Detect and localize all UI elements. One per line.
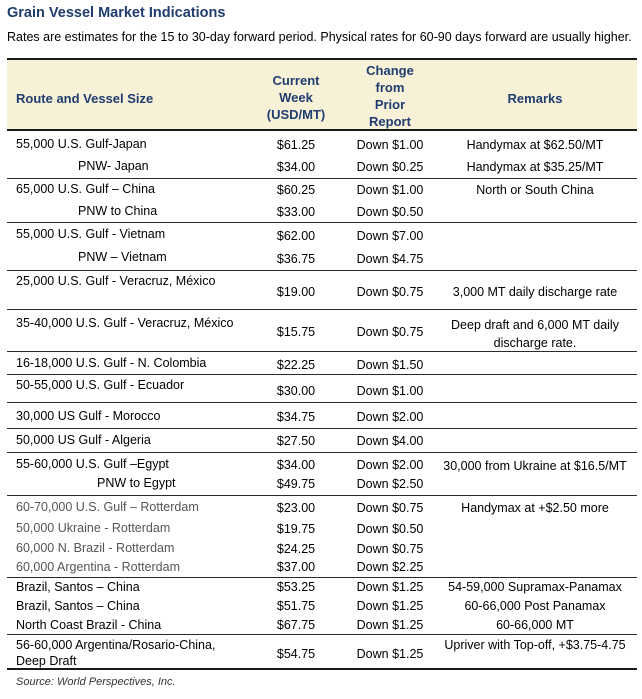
route-cell: PNW to China xyxy=(78,204,158,218)
current-rate: $67.75 xyxy=(276,618,316,632)
current-rate: $37.00 xyxy=(276,560,316,574)
rate-change: Down $1.00 xyxy=(356,384,424,398)
current-rate: $62.00 xyxy=(276,229,316,243)
current-rate: $22.25 xyxy=(276,358,316,372)
header-route: Route and Vessel Size xyxy=(16,91,154,106)
current-rate: $34.00 xyxy=(276,458,316,472)
route-cell: 55,000 U.S. Gulf - Vietnam xyxy=(16,227,166,241)
current-rate: $60.25 xyxy=(276,183,316,197)
current-rate: $51.75 xyxy=(276,599,316,613)
current-rate: $49.75 xyxy=(276,477,316,491)
route-cell: 50-55,000 U.S. Gulf - Ecuador xyxy=(16,378,185,392)
route-cell: 16-18,000 U.S. Gulf - N. Colombia xyxy=(16,356,207,370)
route-cell: 55,000 U.S. Gulf-Japan xyxy=(16,137,147,151)
rate-change: Down $0.50 xyxy=(356,522,424,536)
route-cell: 50,000 US Gulf - Algeria xyxy=(16,433,151,447)
source-note: Source: World Perspectives, Inc. xyxy=(16,676,176,688)
current-rate: $24.25 xyxy=(276,542,316,556)
remarks-cell: North or South China xyxy=(476,183,594,197)
route-cell: North Coast Brazil - China xyxy=(16,618,162,632)
rate-change: Down $4.75 xyxy=(356,252,424,266)
header-change-line1: Change xyxy=(366,63,414,78)
row-divider xyxy=(7,428,637,429)
route-cell: PNW – Vietnam xyxy=(78,250,167,264)
remarks-cell: Upriver with Top-off, +$3.75-4.75 xyxy=(444,638,626,652)
row-divider xyxy=(7,495,637,496)
header-change-line4: Report xyxy=(369,114,411,129)
route-cell: 50,000 Ukraine - Rotterdam xyxy=(16,521,171,535)
route-cell: 25,000 U.S. Gulf - Veracruz, México xyxy=(16,274,216,288)
current-rate: $23.00 xyxy=(276,501,316,515)
current-rate: $36.75 xyxy=(276,252,316,266)
route-cell: 56-60,000 Argentina/Rosario-China, Deep Draft xyxy=(16,638,216,668)
rate-change: Down $1.25 xyxy=(356,580,424,594)
remarks-cell: 60-66,000 Post Panamax xyxy=(464,599,606,613)
header-current xyxy=(261,72,331,123)
header-change-line2: from xyxy=(375,80,405,95)
header-remarks: Remarks xyxy=(507,91,563,106)
current-rate: $34.75 xyxy=(276,410,316,424)
remarks-cell: 3,000 MT daily discharge rate xyxy=(452,285,618,299)
row-divider xyxy=(7,309,637,310)
row-divider xyxy=(7,402,637,403)
row-divider xyxy=(7,178,637,179)
current-rate: $61.25 xyxy=(276,138,316,152)
rate-change: Down $0.75 xyxy=(356,501,424,515)
current-rate: $27.50 xyxy=(276,434,316,448)
current-rate: $34.00 xyxy=(276,160,316,174)
rate-change: Down $1.25 xyxy=(356,599,424,613)
current-rate: $30.00 xyxy=(276,384,316,398)
header-change-line3: Prior xyxy=(374,97,406,112)
row-divider xyxy=(7,452,637,453)
rate-change: Down $1.00 xyxy=(356,183,424,197)
current-rate: $54.75 xyxy=(276,647,316,661)
row-divider xyxy=(7,270,637,271)
remarks-cell: Handymax at +$2.50 more xyxy=(461,501,609,515)
rate-change: Down $0.75 xyxy=(356,325,424,339)
rate-change: Down $7.00 xyxy=(356,229,424,243)
rate-change: Down $2.25 xyxy=(356,560,424,574)
header-current-line2: Week xyxy=(279,90,313,105)
rate-change: Down $1.25 xyxy=(356,618,424,632)
table-header xyxy=(7,58,637,131)
row-divider xyxy=(7,222,637,223)
report-title: Grain Vessel Market Indications xyxy=(7,5,226,21)
rate-change: Down $0.25 xyxy=(356,160,424,174)
rate-change: Down $1.00 xyxy=(356,138,424,152)
rate-change: Down $4.00 xyxy=(356,434,424,448)
current-rate: $19.75 xyxy=(276,522,316,536)
route-cell: PNW to Egypt xyxy=(97,476,176,490)
rate-change: Down $2.00 xyxy=(356,410,424,424)
remarks-cell: Handymax at $35.25/MT xyxy=(466,160,604,174)
route-cell: 60-70,000 U.S. Gulf – Rotterdam xyxy=(16,500,199,514)
route-cell: Brazil, Santos – China xyxy=(16,599,140,613)
rate-change: Down $1.25 xyxy=(356,647,424,661)
current-rate: $15.75 xyxy=(276,325,316,339)
report-subtitle: Rates are estimates for the 15 to 30-day forward period. Physical rates for 60-90 days forward are usually higher. xyxy=(7,30,632,44)
current-rate: $53.25 xyxy=(276,580,316,594)
remarks-cell: 60-66,000 MT xyxy=(496,618,574,632)
row-divider xyxy=(7,577,637,578)
header-current-line3: (USD/MT) xyxy=(266,107,326,122)
header-current-line1: Current xyxy=(272,73,320,88)
route-cell: 30,000 US Gulf - Morocco xyxy=(16,409,161,423)
row-divider xyxy=(7,634,637,635)
route-cell: 55-60,000 U.S. Gulf –Egypt xyxy=(16,457,169,471)
route-cell: Brazil, Santos – China xyxy=(16,580,140,594)
row-divider xyxy=(7,351,637,352)
table-bottom-border xyxy=(7,668,637,670)
rate-change: Down $0.75 xyxy=(356,285,424,299)
rate-change: Down $2.00 xyxy=(356,458,424,472)
rate-change: Down $2.50 xyxy=(356,477,424,491)
remarks-cell: 30,000 from Ukraine at $16.5/MT xyxy=(443,459,627,473)
row-divider xyxy=(7,374,637,375)
header-change xyxy=(340,62,440,130)
rate-change: Down $0.50 xyxy=(356,205,424,219)
remarks-cell: Deep draft and 6,000 MT daily discharge rate. xyxy=(451,318,619,350)
remarks-cell: 54-59,000 Supramax-Panamax xyxy=(448,580,622,594)
current-rate: $19.00 xyxy=(276,285,316,299)
route-cell: PNW- Japan xyxy=(78,159,149,173)
rate-change: Down $0.75 xyxy=(356,542,424,556)
route-cell: 60,000 N. Brazil - Rotterdam xyxy=(16,541,175,555)
route-cell: 35-40,000 U.S. Gulf - Veracruz, México xyxy=(16,316,234,330)
route-cell: 60,000 Argentina - Rotterdam xyxy=(16,560,180,574)
current-rate: $33.00 xyxy=(276,205,316,219)
route-cell: 65,000 U.S. Gulf – China xyxy=(16,182,155,196)
remarks-cell: Handymax at $62.50/MT xyxy=(466,138,604,152)
rate-change: Down $1.50 xyxy=(356,358,424,372)
